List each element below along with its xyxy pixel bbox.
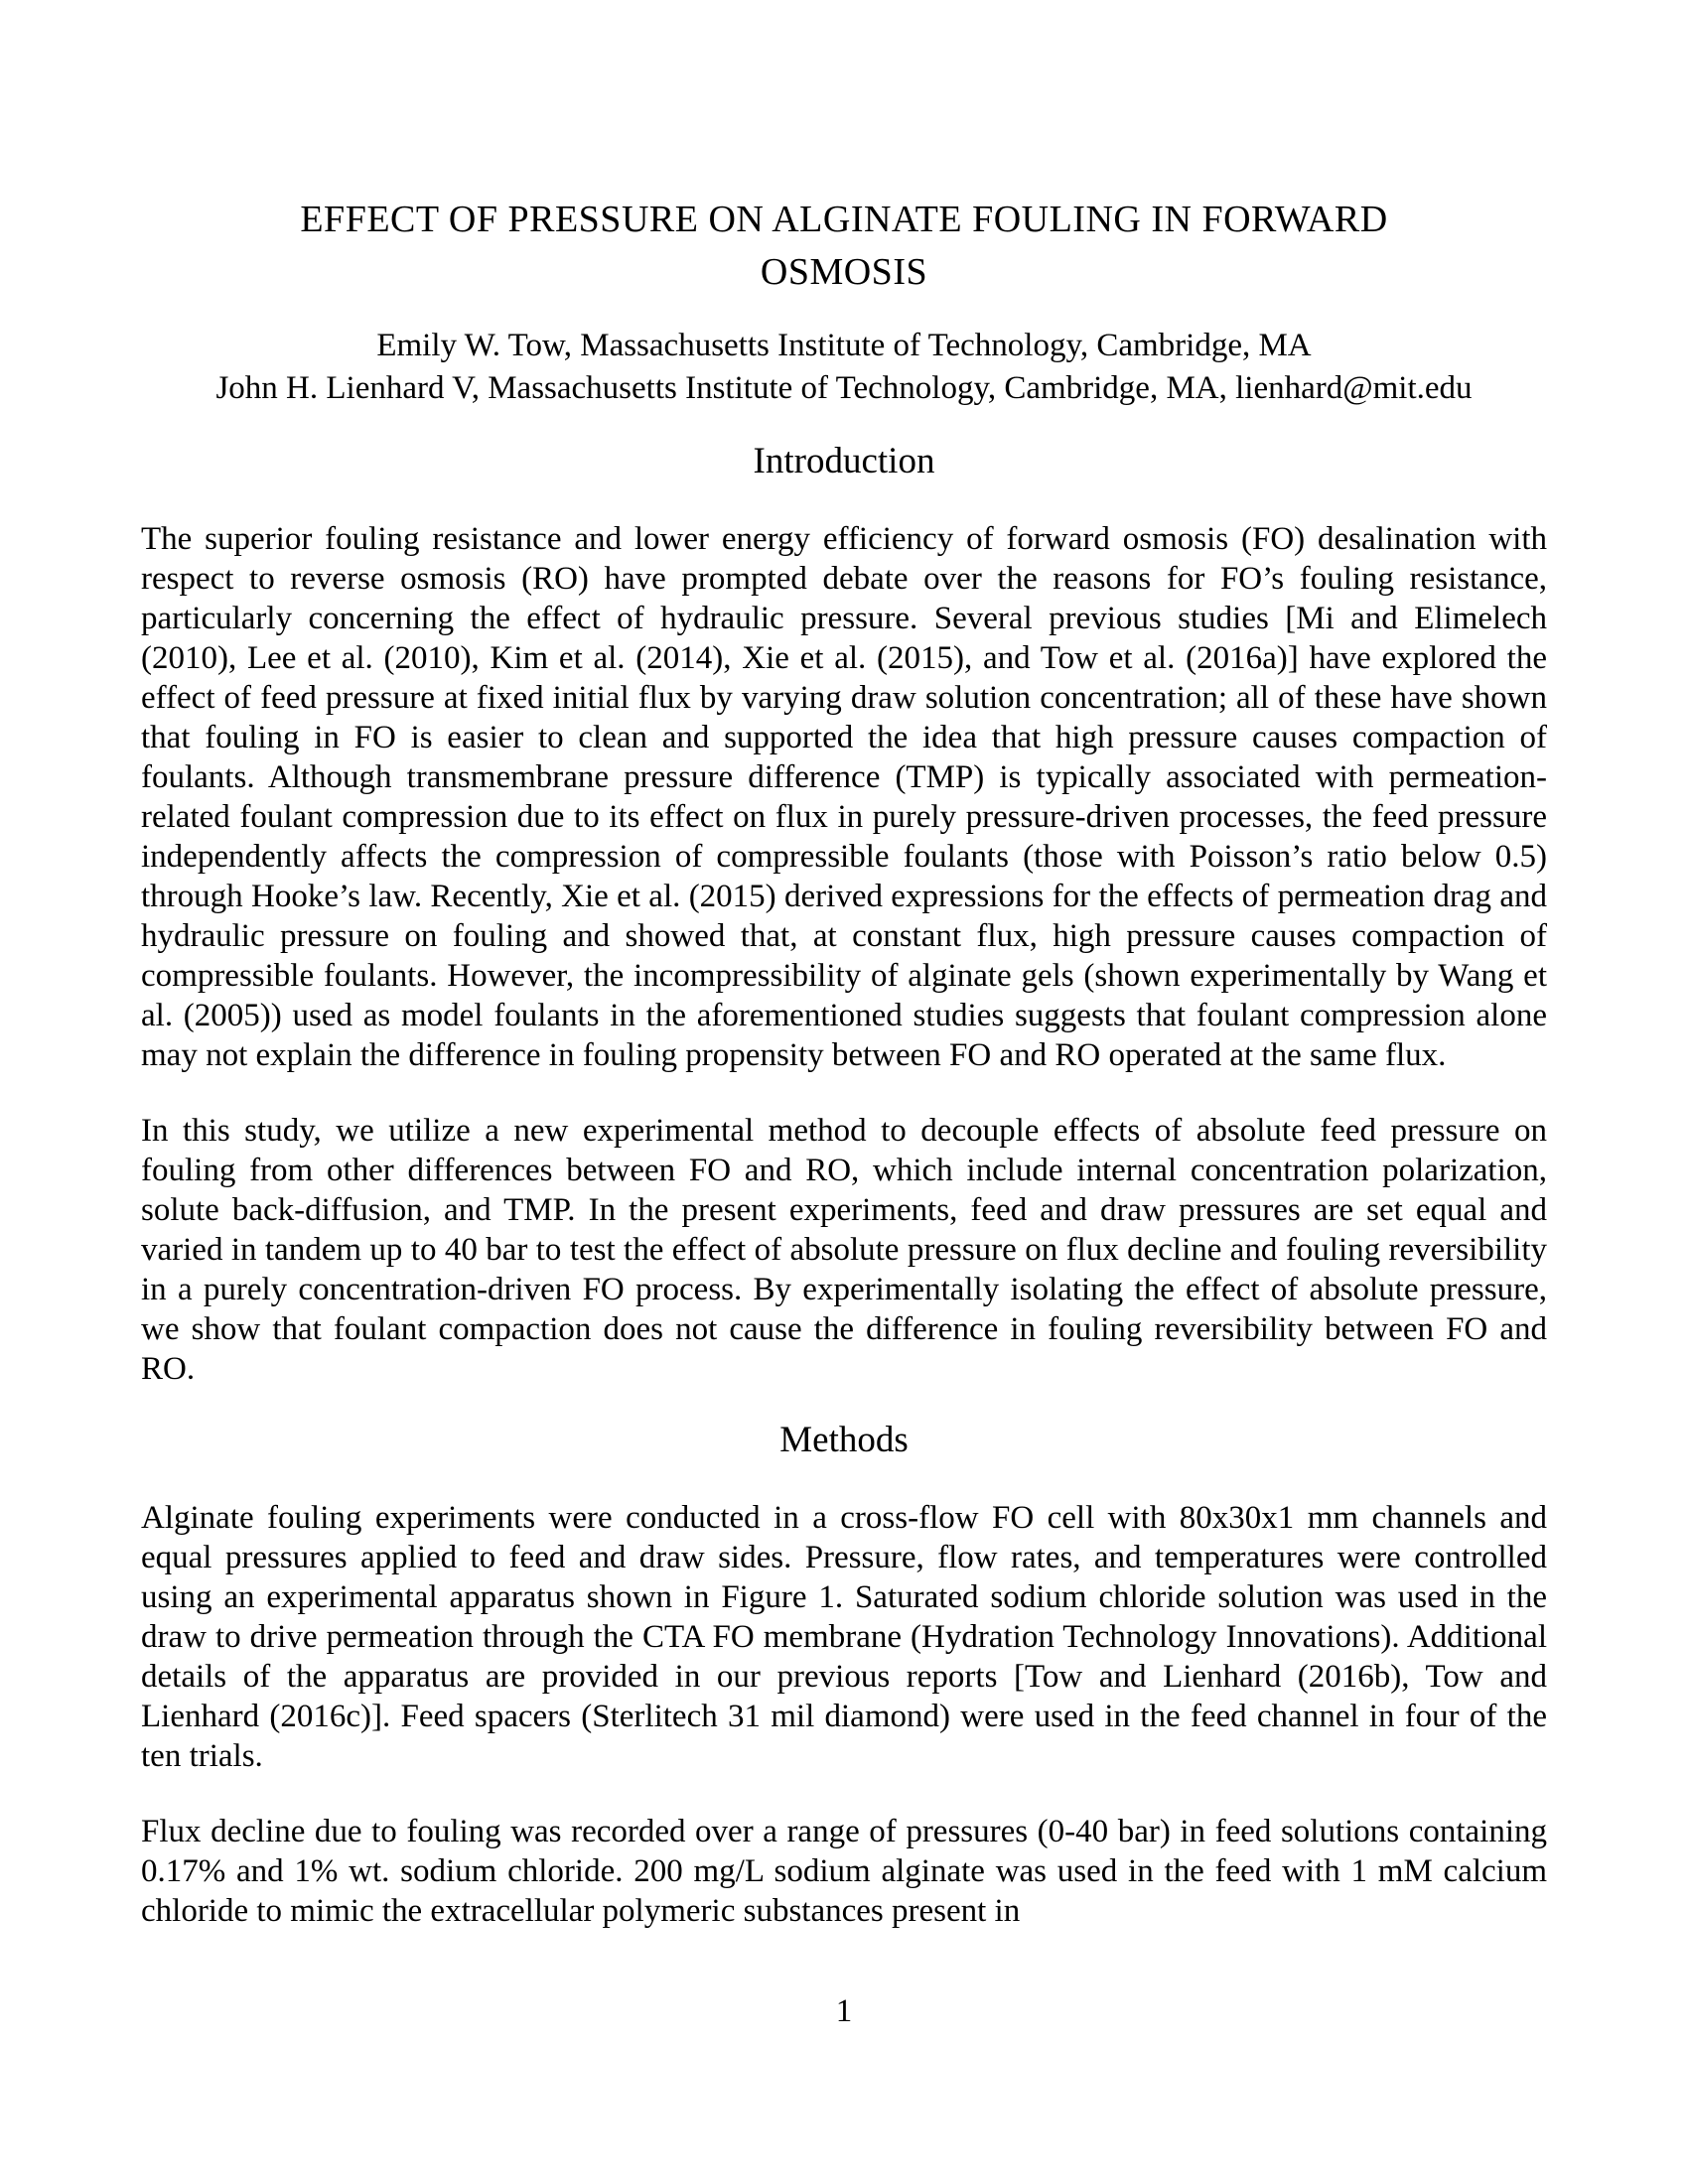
author-line-1: Emily W. Tow, Massachusetts Institute of Technology, Cambridge, MA [376, 328, 1312, 363]
paragraph-methods-2: Flux decline due to fouling was recorded over a range of pressures (0-40 bar) in feed solutions containing 0.17% and 1% wt. sodium chloride. 200 mg/L sodium alginate was used in the feed with 1 mM calcium chloride to mimic the extracellular polymeric substances present in [141, 1814, 1547, 1929]
paper-title-line-2: OSMOSIS [760, 251, 928, 293]
paragraph-introduction-2: In this study, we utilize a new experimental method to decouple effects of absolute feed pressure on fouling from other differences between FO and RO, which include internal concentration polarization, solute back-diffusion, and TMP. In the present experiments, feed and draw pressures are set equal and varied in tandem up to 40 bar to test the effect of absolute pressure on flux decline and fouling reversibility in a purely concentration-driven FO process. By experimentally isolating the effect of absolute pressure, we show that foulant compaction does not cause the difference in fouling reversibility between FO and RO. [141, 1113, 1547, 1387]
section-introduction [141, 440, 1547, 1389]
author-block [141, 325, 1547, 410]
paragraph-introduction-1: The superior fouling resistance and lower energy efficiency of forward osmosis (FO) desalination with respect to reverse osmosis (RO) have prompted debate over the reasons for FO’s fouling resistance, particularly concerning the effect of hydraulic pressure. Several previous studies [Mi and Elimelech (2010), Lee et al. (2010), Kim et al. (2014), Xie et al. (2015), and Tow et al. (2016a)] have explored the effect of feed pressure at fixed initial flux by varying draw solution concentration; all of these have shown that fouling in FO is easier to clean and supported the idea that high pressure causes compaction of foulants. Although transmembrane pressure difference (TMP) is typically associated with permeation-related foulant compression due to its effect on flux in purely pressure-driven processes, the feed pressure independently affects the compression of compressible foulants (those with Poisson’s ratio below 0.5) through Hooke’s law. Recently, Xie et al. (2015) derived expressions for the effects of permeation drag and hydraulic pressure on fouling and showed that, at constant flux, high pressure causes compaction of compressible foulants. However, the incompressibility of alginate gels (shown experimentally by Wang et al. (2005)) used as model foulants in the aforementioned studies suggests that foulant compression alone may not explain the difference in fouling propensity between FO and RO operated at the same flux. [141, 521, 1547, 1073]
paragraph-methods-1: Alginate fouling experiments were conducted in a cross-flow FO cell with 80x30x1 mm channels and equal pressures applied to feed and draw sides. Pressure, flow rates, and temperatures were controlled using an experimental apparatus shown in Figure 1. Saturated sodium chloride solution was used in the draw to drive permeation through the CTA FO membrane (Hydration Technology Innovations). Additional details of the apparatus are provided in our previous reports [Tow and Lienhard (2016b), Tow and Lienhard (2016c)]. Feed spacers (Sterlitech 31 mil diamond) were used in the feed channel in four of the ten trials. [141, 1500, 1547, 1774]
author-line-2: John H. Lienhard V, Massachusetts Institute of Technology, Cambridge, MA, lienhard@mit.edu [215, 370, 1473, 406]
page-number: 1 [835, 1993, 853, 2029]
paper-title [141, 194, 1547, 299]
paper-title-line-1: EFFECT OF PRESSURE ON ALGINATE FOULING IN FORWARD [300, 199, 1388, 240]
section-heading-introduction: Introduction [753, 441, 935, 481]
section-heading-methods: Methods [779, 1420, 909, 1460]
section-methods [141, 1419, 1547, 1931]
